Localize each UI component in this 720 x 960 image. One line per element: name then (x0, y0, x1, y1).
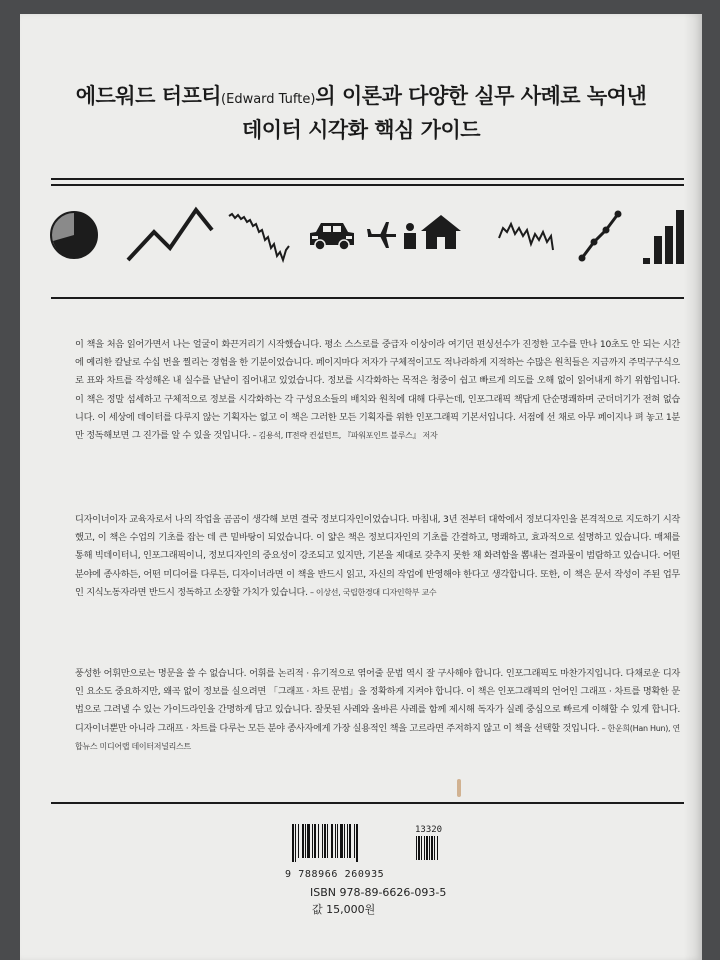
barcode-bar (302, 824, 304, 858)
title-line1-after: 의 이론과 다양한 실무 사례로 녹여낸 (315, 84, 647, 108)
barcode-bar (292, 824, 294, 862)
barcode-bar (356, 824, 358, 862)
barcode-addon-bar (429, 836, 430, 860)
review-text: 디자이너이자 교육자로서 나의 작업을 곰곰이 생각해 보면 결국 정보디자인이었습니다. 마침내, 3년 전부터 대학에서 정보디자인을 본격적으로 지도하기 시작했고, 이 책은 수업의 기초를 잡는 데 큰 밑바탕이 되었습니다. 이 얇은 책은 정보디자인의 기초를 간결하고, 명쾌하고, 효과적으로 설명하고 있습니다. 매체를 통해 빅데이터니, 인포그래픽이니, 정보디자인의 중요성이 강조되고 있지만, 기본을 제대로 갖추지 못한 채 화려함을 뽐내는 결과물이 범람하고 있습니다. 어떤 분야에 종사하든, 어떤 미디어를 다루든, 디자이너라면 이 책을 반드시 읽고, 자신의 작업에 반영해야 한다고 생각합니다. 또한, 이 책은 문서 작성이 주된 업무인 지식노동자라면 반드시 정독하고 소장할 가치가 있습니다. (75, 514, 680, 598)
divider-rule-top-2 (51, 184, 684, 186)
review-author: – 한운희(Han Hun), 연합뉴스 미디어랩 데이터저널리스트 (75, 723, 680, 751)
barcode-bar (337, 824, 338, 858)
sparkline-icon (498, 216, 554, 252)
cover-title-line1 (20, 80, 702, 110)
barcode-bar (295, 824, 296, 862)
barcode-bar (331, 824, 333, 858)
barcode-bar (312, 824, 313, 858)
barcode-bar (349, 824, 351, 858)
barcode-bar (347, 824, 348, 858)
barcode-number: 9 788966 260935 (285, 869, 385, 880)
barcode-bar (327, 824, 328, 858)
review-text: 풍성한 어휘만으로는 명문을 쓸 수 없습니다. 어휘를 논리적 · 유기적으로 엮어줄 문법 역시 잘 구사해야 합니다. 인포그래픽도 마찬가지입니다. 다채로운 디자인 요소도 중요하지만, 왜곡 없이 정보를 실으려면 「그래프 · 차트 문법」을 정확하게 지켜야 합니다. 이 책은 인포그래픽의 언어인 그래프 · 차트를 명확한 문법으로 그려낼 수 있는 가이드라인을 간명하게 담고 있습니다. 잘못된 사례와 올바른 사례를 함께 제시해 독자가 실례 중심으로 빠르게 이해할 수 있게 합니다. 디자이너뿐만 아니라 그래프 · 차트를 다루는 모든 분야 종사자에게 가장 실용적인 책을 고르라면 주저하지 않고 이 책을 선택할 것입니다. (75, 668, 680, 734)
barcode-addon-bar (426, 836, 428, 860)
review-author: – 김용석, IT전략 컨설턴트, 『파워포인트 블루스』 저자 (250, 431, 438, 441)
page-edge-shadow (684, 14, 702, 960)
line-chart-icon (126, 204, 214, 264)
barcode-addon-bar (416, 836, 417, 860)
barcode-addon-bar (424, 836, 425, 860)
connected-dots-icon (578, 208, 622, 262)
barcode-bar (324, 824, 326, 858)
barcode-bar (340, 824, 343, 858)
person-icon (402, 222, 418, 250)
barcode-addon-bar (418, 836, 420, 860)
barcode-addon-bar (434, 836, 435, 860)
barcode-bar (335, 824, 336, 858)
price-label: 값 15,000원 (312, 903, 376, 916)
isbn-label: ISBN 978-89-6626-093-5 (310, 886, 447, 899)
barcode-bar (318, 824, 319, 858)
barcode-bar (322, 824, 323, 858)
house-icon (420, 214, 462, 250)
bar-chart-icon (642, 206, 684, 266)
barcode-bar (344, 824, 345, 858)
barcode-addon-bar (431, 836, 433, 860)
barcode-bar (305, 824, 306, 858)
review-author: – 이상선, 국립한경대 디자인학부 교수 (307, 587, 437, 597)
divider-rule-bottom (51, 802, 684, 804)
divider-rule-mid (51, 297, 684, 299)
barcode-bar (307, 824, 310, 858)
barcode-bar (354, 824, 355, 858)
review-paragraph-3 (75, 665, 680, 756)
barcode-addon-bar (421, 836, 422, 860)
barcode-bar (298, 824, 299, 858)
barcode-bar (314, 824, 316, 858)
paper-stain (457, 779, 461, 797)
book-back-cover (20, 14, 702, 960)
review-text: 이 책을 처음 읽어가면서 나는 얼굴이 화끈거리기 시작했습니다. 평소 스스로를 중급자 이상이라 여기던 편싱선수가 진정한 고수를 만나 10초도 안 되는 시간에 예리한 칼날로 수십 번을 찔리는 경험을 한 기분이었습니다. 페이지마다 저자가 구체적이고도 적나라하게 지적하는 수많은 원칙들은 지금까지 주먹구구식으로 표와 차트를 작성해온 내 실수를 낱낱이 집어내고 있었습니다. 정보를 시각화하는 목적은 청중이 쉽고 빠르게 의도를 오해 없이 읽어내게 하기 위함입니다. 이 책은 정말 섬세하고 구체적으로 정보를 시각화하는 각 구성요소들의 배치와 원칙에 대해 다루는데, 인포그래픽 책답게 단순명쾌하며 군더더기가 전혀 없습니다. 이 세상에 데이터를 다루지 않는 기획자는 없고 이 책은 그러한 모든 기획자를 위한 인포그래픽 기본서입니다. 서점에 선 채로 아무 페이지나 펴 놓고 1분만 정독해보면 그 진가를 알 수 있을 것입니다. (75, 339, 680, 442)
cover-title-line2: 데이터 시각화 핵심 가이드 (241, 118, 481, 142)
review-paragraph-2 (75, 511, 680, 602)
icon-row (50, 200, 690, 274)
stock-line-icon (228, 210, 290, 264)
car-icon (308, 220, 356, 252)
barcode-price-code: 13320 (415, 825, 443, 835)
pie-chart-icon (50, 208, 98, 262)
airplane-icon (366, 220, 398, 250)
title-line1-paren: (Edward Tufte) (221, 92, 316, 107)
divider-rule-top-1 (51, 178, 684, 180)
barcode-addon-bar (437, 836, 438, 860)
review-paragraph-1 (75, 336, 680, 445)
title-line1-before: 에드워드 터프티 (75, 84, 222, 108)
